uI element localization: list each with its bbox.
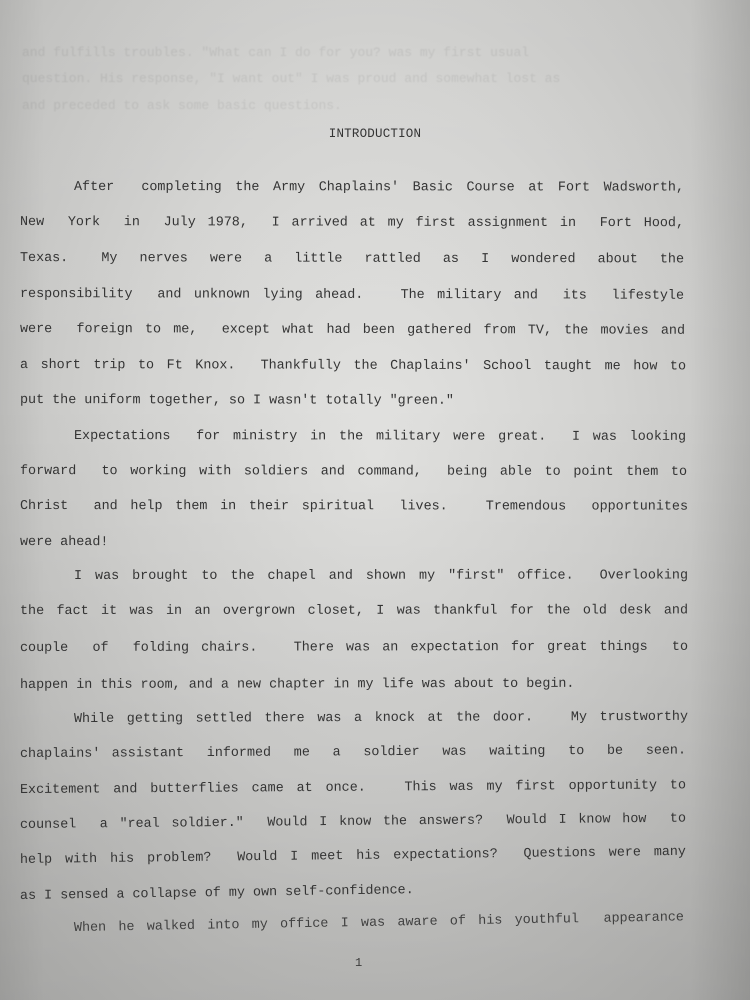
text-line: Excitement and butterflies came at once. This was my first opportunity to [19, 778, 687, 798]
text-line: the fact it was in an overgrown closet, I was thankful for the old desk and [19, 603, 689, 619]
bleed-through-text: and preceded to ask some basic questions. [22, 98, 342, 113]
page-number: 1 [355, 956, 363, 970]
text-line: Texas. My nerves were a little rattled as I wondered about the [19, 251, 685, 268]
text-line: New York in July 1978, I arrived at my first assignment in Fort Hood, [19, 215, 685, 232]
text-line: happen in this room, and a new chapter in my life was about to begin. [19, 676, 575, 693]
text-line: While getting settled there was a knock at the door. My trustworthy [73, 709, 689, 727]
bleed-through-text: and fulfills troubles. "What can I do for you? was my first usual [22, 45, 530, 60]
text-line: responsibility and unknown lying ahead. The military and its lifestyle [19, 287, 685, 304]
text-line: I was brought to the chapel and shown my "first" office. Overlooking [73, 568, 689, 584]
text-line: Expectations for ministry in the military were great. I was looking [73, 429, 687, 445]
text-line: were foreign to me, except what had been gathered from TV, the movies and [19, 322, 686, 339]
text-line: After completing the Army Chaplains' Basic Course at Fort Wadsworth, [73, 180, 685, 196]
text-line: chaplains' assistant informed me a soldier was waiting to be seen. [19, 743, 687, 762]
text-line: counsel a "real soldier." Would I know the answers? Would I know how to [19, 811, 687, 833]
text-line: were ahead! [19, 535, 109, 551]
page-title: INTRODUCTION [328, 127, 422, 141]
text-line: help with his problem? Would I meet his expectations? Questions were many [19, 844, 687, 868]
bleed-through-text: question. His response, "I want out" I was proud and somewhat lost as [22, 71, 561, 86]
text-line: forward to working with soldiers and command, being able to point them to [19, 464, 688, 480]
text-line: When he walked into my office I was aware of his youthful appearance [73, 910, 685, 936]
text-line: couple of folding chairs. There was an expectation for great things to [19, 639, 689, 656]
text-line: as I sensed a collapse of my own self-confidence. [19, 883, 414, 904]
text-line: put the uniform together, so I wasn't totally "green." [19, 393, 454, 409]
text-line: Christ and help them in their spiritual lives. Tremendous opportunites [19, 499, 689, 515]
text-line: a short trip to Ft Knox. Thankfully the Chaplains' School taught me how to [19, 358, 687, 375]
